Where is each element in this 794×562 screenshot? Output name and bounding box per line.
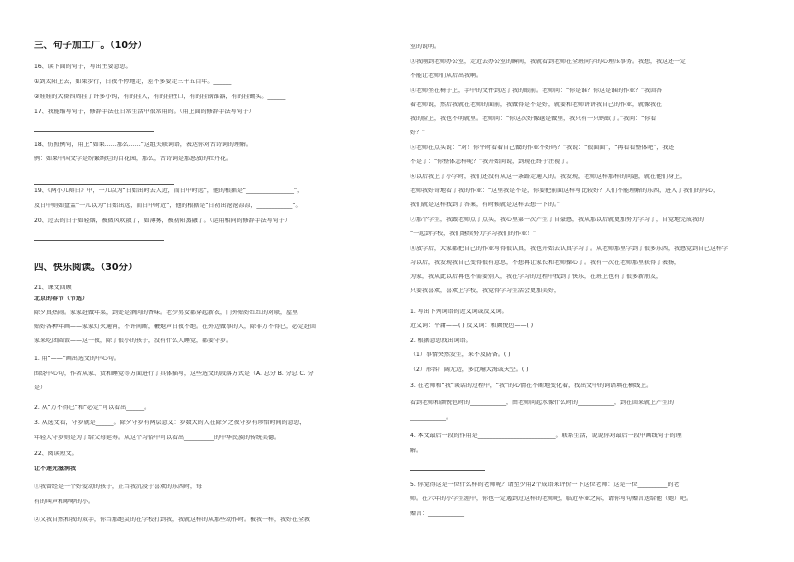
passage-para-8c: 为家，我从此以后再也不需要别人，我在学习的过程中找到了快乐，在班上也有了很多新朋友， (410, 274, 663, 280)
reading-para-2: 贴好各种年画——家家灯火通宵，不许间断，鞭炮声日夜不绝。在外边做事的人，除非万不得已，必定赶回 (34, 324, 317, 330)
question-2: 2. 根据意思找出词语。 (410, 338, 472, 344)
passage-para-3: ③我刚到老师办公室，走近去办公室的瞬间，我就看到老师在全班同学的心理压事务。我想，我这还一定 (410, 59, 687, 65)
passage-para-8b: 习以后，我发现我自己变得很有意思，不想再让家长和老师操心了。我有一次在老师那里获得了表扬， (410, 260, 681, 266)
question-17: 17、我能缩写句子，修辞手法在日常生活中很常用的。（用上面的修辞手法写句子） (34, 109, 255, 115)
question-21: 21、课文回顾 (34, 285, 72, 291)
passage-para-4c: 我的脸上，我也不明就里。老师问：“你这次好像越是做里，我只有一只蚂蚁了。”我问：“你看 (410, 116, 657, 122)
passage-para-7b: “一起到学校，我们继续努力学习我们的作业！” (410, 231, 537, 237)
question-5: 5. 你觉得这是一位什么样的老师呢？请至少用2个成语来评价一下这位老师：这是一位__________的老 (410, 482, 680, 488)
question-19b: 及日中则如盘盂”一儿以为“日始出远，而日中时近”，他的根据是“日初出沧沧凉凉，____________”。 (34, 203, 302, 209)
question-16-1: ①到太阳上去，如果步行，日夜不停地走，差不多要走三千五百年。______ (34, 79, 232, 85)
passage-para-8: ⑧放学后，大家都把自己的作业写得很认真，我也开始去认真学习了。从老师那里学到了很多东西，我感觉到自己这样学 (410, 246, 729, 252)
passage-para-2: ②又我自然和我的双手，你当那绝灵的在学校打到我，我就这样的从那些动作时。被我一样，我好在全教 (34, 517, 311, 523)
question-3: 3. 在老师和“我”谈话的过程中，“我”的心情在不断地变化着，找出文中的词语填在横线上。 (410, 383, 653, 389)
question-21-3: 3. 从选文看，守岁就是______。除夕守岁有两层意义：岁数大的人在除夕之夜守岁有珍惜时间的意思， (34, 420, 306, 426)
question-21-1: 1. 用“——”画出选文的中心句。 (34, 356, 120, 362)
question-5c[interactable]: 赠言：____________ (410, 511, 465, 517)
question-4: 4. 本文最后一段的作用是__________________________。联系生活，说说你对最后一段中画线句子的理 (410, 433, 682, 439)
passage-para-1b: 有的叫声和咿咿的小。 (34, 499, 95, 505)
passage-para-4: ④老师坐在椅子上，手中的文件到达了我的眼前。老师问：“你是谁？你这是谁的作业？”我回答 (410, 88, 663, 94)
answer-line-4[interactable] (410, 470, 485, 471)
question-21-3b: 年轻人守岁则是为了给父母延寿。从这个习俗中可以看出__________的中华民族的传统美德。 (34, 435, 281, 441)
passage-para-4d: 好？” (410, 130, 426, 136)
question-1-answers[interactable]: 近义词：平庸——( ) 反义词：和颜悦色——( ) (410, 323, 534, 329)
question-19a: 19、《两小儿辩日》中，一儿以为“日始出时去人近，而日中时远”，他的根据是“________________”， (34, 188, 304, 194)
question-18-example: 例：如果中国文学是纷繁绚烂的百花园，那么，古诗词是那怒放的牡丹花。 (34, 156, 233, 162)
question-16: 16、读下面的句子，写出主要意思。 (34, 64, 132, 70)
question-20: 20、过去的日子如轻烟，被微风吹散了，如薄雾，被初阳蒸融了。（运用相同的修辞手法写句子） (34, 218, 291, 224)
question-2-1[interactable]: （1）事情突然发生，来不及防备。( ) (410, 352, 511, 358)
question-3a[interactable]: 看到老师和颜悦色时的____________，由老师问起水像什么时的____________，到在回来就上产生的 (410, 400, 675, 406)
passage-para-5b: 不是了：“你整体怎样呢？”我开始问说，到现在终于注视了。 (410, 159, 573, 165)
passage-para-1: ①我曾经是一个好爱动的孩子，正当我沉浸于喜欢的东西时，每 (34, 484, 203, 490)
passage-para-6: ⑥以后我上了小学时，我们还没有从这一条路走通人的。我发现，老师这样那样的问题，就在他们身上， (410, 174, 687, 180)
reading-para-3: 家来吃团圆饭——这一夜，除了很小的孩子，没有什么人睡觉，都要守岁。 (34, 338, 233, 344)
question-21-2: 2. 从“万不得已”和“必定”可以看出______。 (34, 405, 151, 411)
question-22: 22、阅读短文。 (34, 451, 78, 457)
passage-para-6c: 我们就是这样找到了答案，有时候就是这样去想一下的。” (410, 202, 561, 208)
reading-title: 北京的春节（节选） (34, 296, 89, 302)
question-21-1c: 是） (34, 385, 47, 391)
question-3b[interactable]: ____________。 (410, 415, 453, 421)
question-2-2[interactable]: （2）形容广阔无边，多比喻大海或天空。( ) (410, 367, 529, 373)
reading-para-1: 除夕真热闹。家家赶做年菜，到处是酒肉的香味。老少男女都穿起新衣，门外贴好红红的对联，屋里 (34, 310, 299, 316)
question-21-1b: 围绕中心句，作者从家、货和睡觉等方面进行了具体描写，这些选文的段落方式是（A. 总分 B. 分总 C. 分 (34, 371, 314, 377)
question-18: 18、仿照例句，用上“如果……那么……”这组关联词语，表达你对古诗词的理解。 (34, 142, 252, 148)
answer-line-18[interactable] (34, 184, 174, 185)
passage-cont: 室的说明。 (410, 44, 441, 50)
passage-para-3b: 不能让老师们从后出我啊。 (410, 73, 483, 79)
answer-line-20[interactable] (34, 240, 164, 241)
question-16-2: ②娃娃的大褂四周挂了许多小钩，有的挂人，有的挂牲口，有的挂锅锥器，有的挂锄头。______ (34, 94, 286, 100)
passage-title: 让不速光滋润我 (34, 466, 77, 472)
section-4-title: 四、快乐阅读。（30分） (34, 263, 138, 273)
passage-para-4b: 着老师说，然后我就在老师的面前，我做得是不是好，就要和老师讲讲我自己的作业，就像我在 (410, 102, 663, 108)
passage-para-7: ⑦那个学生，我跟老师点了点头，我心里第一次产生了自豪感，我从那以后就更加努力学习了，自觉地完成我的 (410, 217, 705, 223)
passage-para-8d: 只要我喜欢，喜欢上学校，我觉得学习生活会更加美好， (410, 288, 561, 294)
passage-para-6b: 老师我好奇地看了我的作业：“这里我是不是，你要把前面这样写比较好？人们不能理解的东西，进入了我们的内心， (410, 188, 720, 194)
question-5b: 师。在六年的小学生涯中，你也一定遇到过这样的老师吧，临近毕业之际，请你写句赠言送给他（她）吧。 (410, 496, 693, 502)
question-4b: 解。 (410, 448, 423, 454)
question-1: 1. 写出下列词语的近义词或反义词。 (410, 309, 508, 315)
passage-para-5: ⑤老师在点头说：“对！你平时看着自己做的作业不好吗？”我说：“很面面”，“再看看整体吧”，我还 (410, 145, 675, 151)
answer-line-17[interactable] (34, 131, 154, 132)
section-3-title: 三、句子加工厂。（10分） (34, 41, 147, 51)
